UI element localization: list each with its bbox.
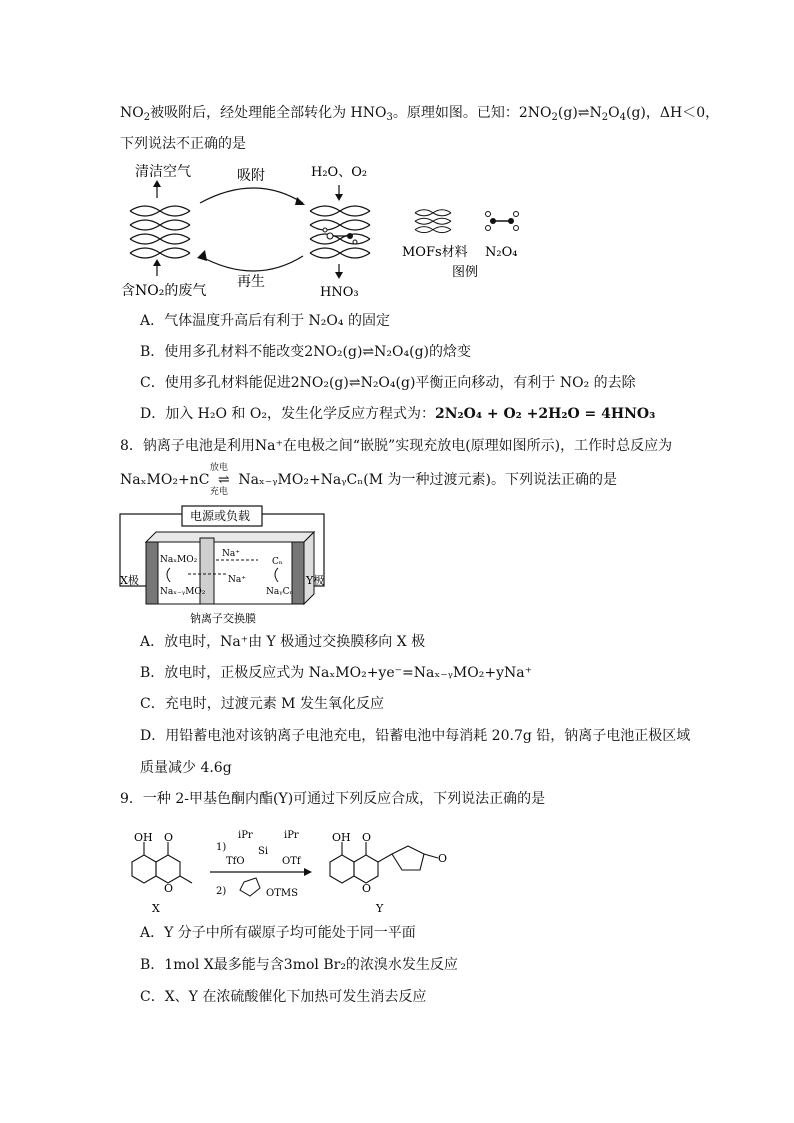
y-electrode	[292, 542, 304, 604]
legend-title: 图例	[452, 265, 479, 280]
step-2-label: 2)	[216, 886, 227, 897]
y-oh-label: OH	[332, 831, 351, 844]
mofs-legend-label: MOFs材料	[402, 245, 468, 260]
y-carbonyl-o-label: O	[362, 831, 372, 844]
q8-option-c: C．充电时，过渡元素 M 发生氧化反应	[140, 696, 384, 712]
battery-diagram	[118, 502, 333, 628]
right-bot-species: NaᵧCₙ	[266, 587, 294, 597]
compound-x-structure	[132, 842, 192, 883]
synthesis-scheme	[118, 826, 478, 918]
x-carbonyl-o-label: O	[164, 831, 174, 844]
adsorb-label: 吸附	[237, 168, 265, 184]
regen-label: 再生	[237, 274, 265, 290]
clean-air-label: 清洁空气	[135, 164, 191, 180]
y-ring-o-label: O	[362, 882, 372, 895]
q8-option-d-line2: 质量减少 4.6g	[140, 760, 232, 776]
q8-option-a: A．放电时，Na⁺由 Y 极通过交换膜移向 X 极	[140, 634, 426, 650]
compound-x-label: X	[152, 902, 160, 915]
otf-label: OTf	[282, 856, 301, 867]
q9-option-c: C．X、Y 在浓硫酸催化下加热可发生消去反应	[140, 989, 427, 1005]
q7-option-b: B．使用多孔材料不能改变2NO₂(g)⇌N₂O₄(g)的焓变	[140, 344, 471, 360]
furan-ring	[240, 878, 260, 896]
na-plus-upper: Na⁺	[222, 549, 240, 559]
ipr-right-label: iPr	[284, 830, 299, 841]
q8-stem-2: NaₓMO₂+nC 放电 ⇌ 充电 Naₓ₋ᵧMO₂+NaᵧCₙ(M 为一种过渡元素)。下列说法正确的是	[120, 463, 618, 497]
x-oh-label: OH	[134, 831, 153, 844]
q8-option-d-line1: D．用铅蓄电池对该钠离子电池充电，铅蓄电池中每消耗 20.7g 铅，钠离子电池正极区域	[140, 728, 691, 744]
mofs-diagram	[115, 158, 535, 303]
q9-stem: 9．一种 2-甲基色酮内酯(Y)可通过下列反应合成，下列说法正确的是	[120, 791, 546, 807]
n2o4-legend-label: N₂O₄	[485, 245, 518, 260]
left-bot-species: Naₓ₋ᵧMO₂	[160, 587, 206, 597]
waste-gas-label: 含NO₂的废气	[121, 283, 207, 299]
q7-option-c: C．使用多孔材料能促进2NO₂(g)⇌N₂O₄(g)平衡正向移动，有利于 NO₂ 的去除	[140, 375, 636, 391]
mofs-left-icon	[130, 206, 190, 258]
y-pole-label: Y极	[306, 574, 325, 587]
y-lactone-o-label: O	[438, 852, 448, 865]
intro-line-1: $NO_2$被吸附后，经处理能全部转化为 $HNO_3$。原理如图。已知：$2NO_2(g)\rightleftharpoons N_2O_4(g)$，ΔH＜0，	[120, 105, 720, 123]
q8-stem-1: 8．钠离子电池是利用Na⁺在电极之间“嵌脱”实现充放电(原理如图所示)，工作时总反应为	[120, 438, 673, 454]
h2o-o2-label: H₂O、O₂	[311, 165, 368, 180]
compound-y-label: Y	[376, 902, 384, 915]
si-label: Si	[258, 846, 269, 857]
q9-option-a: A．Y 分子中所有碳原子均可能处于同一平面	[140, 925, 416, 941]
q8-option-b: B．放电时，正极反应式为 NaₓMO₂+ye⁻=Naₓ₋ᵧMO₂+yNa⁺	[140, 665, 532, 681]
otms-label: OTMS	[266, 888, 298, 899]
x-pole-label: X极	[120, 574, 139, 587]
right-top-species: Cₙ	[272, 557, 283, 567]
membrane-label: 钠离子交换膜	[190, 612, 256, 625]
q7-option-d: D．加入 H₂O 和 O₂，发生化学反应方程式为：2N₂O₄ + O₂ +2H₂O = 4HNO₃	[140, 406, 656, 422]
mofs-right-icon	[310, 206, 370, 258]
tfo-label: TfO	[226, 856, 245, 867]
step-1-label: 1)	[216, 842, 227, 853]
power-load-label: 电源或负载	[190, 509, 251, 523]
left-top-species: NaₓMO₂	[160, 555, 198, 565]
x-ring-o-label: O	[164, 882, 174, 895]
compound-y-structure	[330, 842, 438, 883]
x-electrode	[146, 542, 158, 604]
n2o4-legend-icon	[486, 212, 519, 231]
ipr-left-label: iPr	[238, 830, 253, 841]
hno3-label: HNO₃	[320, 285, 359, 300]
intro-line-2: 下列说法不正确的是	[120, 136, 246, 152]
q9-option-b: B．1mol X最多能与含3mol Br₂的浓溴水发生反应	[140, 957, 458, 973]
legend	[402, 210, 519, 280]
na-plus-lower: Na⁺	[228, 575, 246, 585]
q7-option-a: A．气体温度升高后有利于 N₂O₄ 的固定	[140, 313, 390, 329]
